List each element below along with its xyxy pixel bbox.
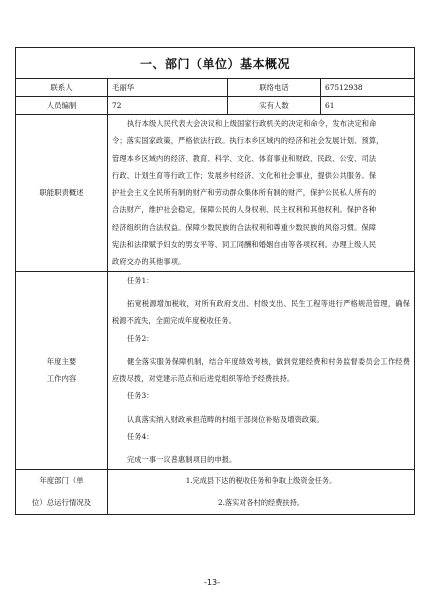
tasks-label-line: 年度主要 <box>46 357 77 367</box>
duties-line: 执行本级人民代表大会决议和上级国家行政机关的决定和命令，发布决定和命 <box>127 119 377 128</box>
staff-value: 72 <box>108 97 228 115</box>
task-heading: 任务4： <box>127 432 154 442</box>
tasks-content <box>108 271 415 469</box>
actual-value: 61 <box>321 97 415 115</box>
duties-line: 宪法和法律赋予妇女的男女平等、同工同酬和婚姻自由等各项权利。办理上级人民 <box>112 240 377 250</box>
staff-row <box>16 97 415 115</box>
duties-line: 政府交办的其他事项。 <box>112 257 186 267</box>
status-line: 1.完成县下达的税收任务和争取上级资金任务。 <box>185 475 337 485</box>
duties-label: 职能职责概述 <box>16 115 108 272</box>
staff-label: 人员编制 <box>16 97 108 115</box>
task-heading: 任务2： <box>127 333 154 343</box>
task-heading: 任务1： <box>127 275 154 285</box>
duties-line: 护社会主义全民所有制的财产和劳动群众集体所有制的财产，保护公民私人所有的 <box>112 188 377 198</box>
duties-line: 行政、计划生育等行政工作；发展乡村经济、文化和社会事业，提供公共服务。保 <box>112 170 377 180</box>
task-body: 拓宽税源增加税收，对所有政府支出、村级支出、民生工程等进行严格规范管理，确保税源不流失，全面完成年度税收任务。 <box>112 298 411 326</box>
task-heading: 任务3： <box>127 391 154 401</box>
duties-text <box>108 115 415 272</box>
task-body: 完成一事一议普惠制项目的申报。 <box>127 455 237 465</box>
contact-label: 联系人 <box>16 79 108 97</box>
status-line: 2.落实对各村的经费扶持。 <box>218 497 304 507</box>
tasks-label-line: 工作内容 <box>46 374 77 384</box>
status-label <box>16 469 108 514</box>
phone-label: 联络电话 <box>228 79 321 97</box>
tasks-row <box>16 271 415 469</box>
actual-label: 实有人数 <box>228 97 321 115</box>
duties-line: 经济组织的合法权益。保障少数民族的合法权利和尊重少数民族的风俗习惯。保障 <box>112 222 377 232</box>
page-number: -13- <box>204 578 220 587</box>
task-body: 认真落实纳入财政承担范畴的村组干部岗位补贴及增资政策。 <box>127 414 324 424</box>
overview-table <box>15 47 415 515</box>
task-body: 健全落实服务保障机制，结合年度绩效考核，做到党建经费和村务监督委员会工作经费应拨尽拨，对党建示范点和后进党组织等给予经费扶持。 <box>112 356 411 384</box>
status-content <box>108 469 415 514</box>
status-row <box>16 469 415 514</box>
duties-line: 令；落实国家政策，严格依法行政。执行本乡区域内的经济和社会发展计划、预算， <box>112 136 384 146</box>
duties-line: 合法财产，维护社会稳定，保障公民的人身权利、民主权利和其他权利。保护各种 <box>112 205 377 215</box>
contact-row <box>16 79 415 97</box>
duties-row <box>16 115 415 272</box>
status-label-line: 位）总运行情况及 <box>31 497 92 507</box>
phone-value: 67512938 <box>321 79 415 97</box>
contact-value: 毛丽华 <box>108 79 228 97</box>
tasks-label <box>16 271 108 469</box>
section-title: 一、部门（单位）基本概况 <box>16 48 415 79</box>
status-label-line: 年度部门（单 <box>39 475 84 485</box>
duties-line: 管理本乡区域内的经济、教育、科学、文化、体育事业和财政、民政、公安、司法 <box>112 153 377 163</box>
